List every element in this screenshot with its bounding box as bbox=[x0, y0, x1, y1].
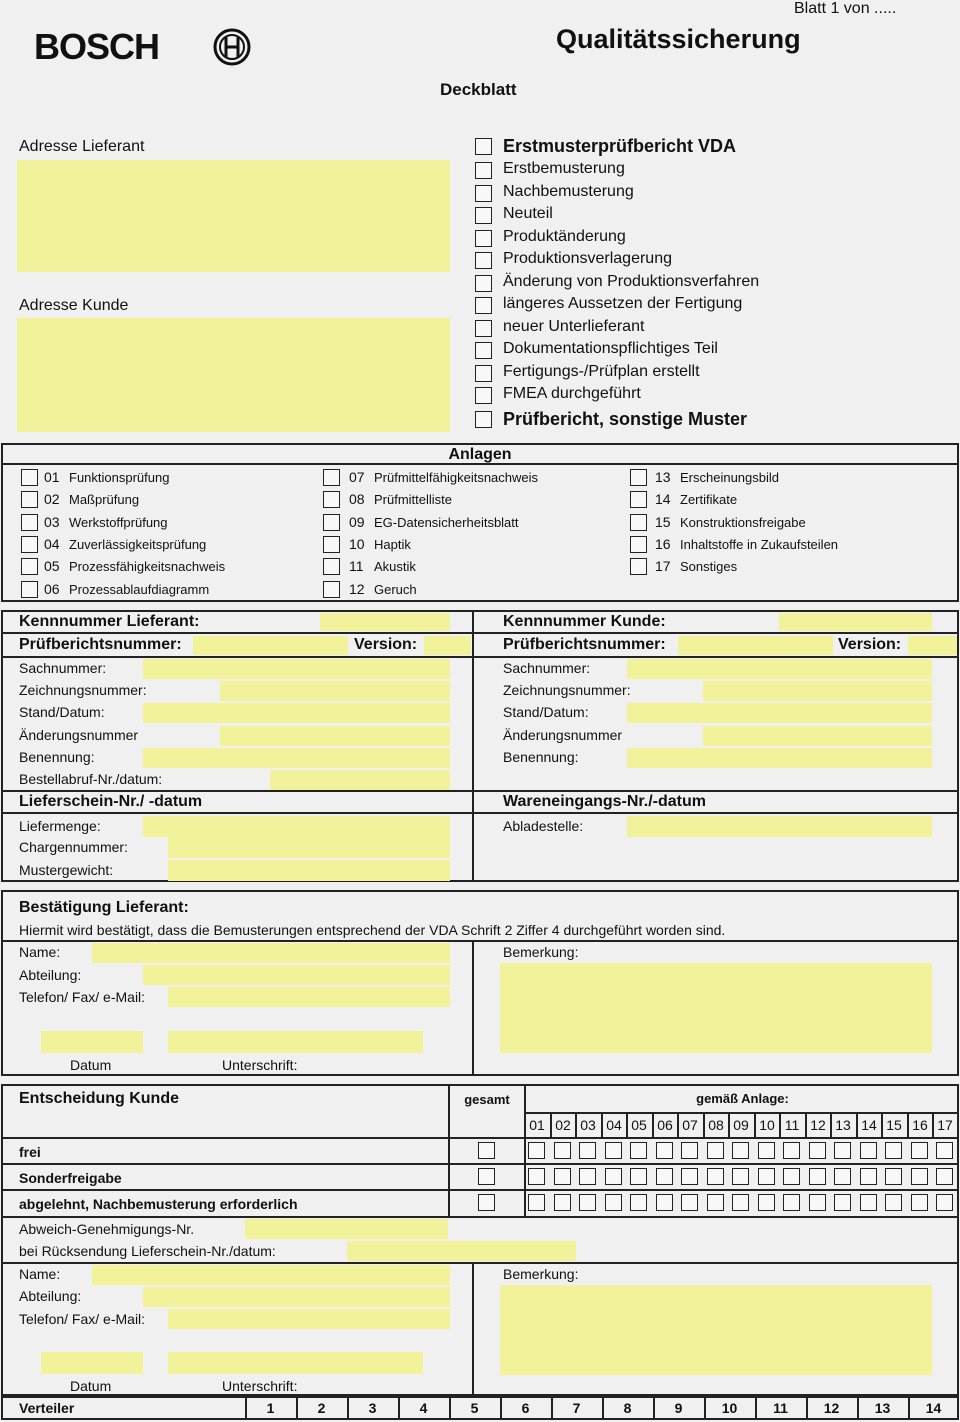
confirm-phone-label: Telefon/ Fax/ e-Mail: bbox=[19, 989, 146, 1005]
page-title: Qualitätssicherung bbox=[556, 24, 801, 54]
reason-label: FMEA durchgeführt bbox=[503, 385, 641, 402]
decision-attachment-checkbox[interactable] bbox=[936, 1142, 953, 1159]
decision-phone-label: Telefon/ Fax/ e-Mail: bbox=[19, 1311, 146, 1327]
decision-attachment-checkbox[interactable] bbox=[605, 1194, 622, 1211]
reason-label: Produktänderung bbox=[503, 228, 626, 245]
decision-overall-checkbox[interactable] bbox=[478, 1142, 495, 1159]
decision-attachment-checkbox[interactable] bbox=[860, 1194, 877, 1211]
reason-label: Änderung von Produktionsverfahren bbox=[503, 273, 760, 290]
confirm-remark-label: Bemerkung: bbox=[503, 944, 579, 960]
decision-attachment-checkbox[interactable] bbox=[809, 1142, 826, 1159]
distribution-column: 14 bbox=[925, 1400, 942, 1416]
goods-receipt-label: Wareneingangs-Nr./-datum bbox=[503, 793, 706, 810]
anlage-checkbox[interactable] bbox=[630, 536, 647, 553]
decision-department-field[interactable] bbox=[143, 1287, 450, 1307]
decision-department-label: Abteilung: bbox=[19, 1288, 82, 1304]
anlage-label: Prüfmittelfähigkeitsnachweis bbox=[374, 470, 539, 485]
customer-id-label: Kennnummer Kunde: bbox=[503, 613, 666, 630]
reason-checkbox[interactable] bbox=[475, 207, 492, 224]
customer-field-input[interactable] bbox=[703, 726, 932, 746]
customer-field-label: Benennung: bbox=[503, 749, 579, 765]
supplier-field-label: Zeichnungsnummer: bbox=[19, 682, 147, 698]
reason-label: neuer Unterlieferant bbox=[503, 318, 645, 335]
confirmation-title: Bestätigung Lieferant: bbox=[19, 899, 189, 916]
decision-attachment-checkbox[interactable] bbox=[885, 1168, 902, 1185]
decision-attachment-checkbox[interactable] bbox=[707, 1142, 724, 1159]
delivery-field-label: Mustergewicht: bbox=[19, 862, 114, 878]
anlage-label: Prozessablaufdiagramm bbox=[69, 582, 210, 597]
anlage-checkbox[interactable] bbox=[630, 514, 647, 531]
decision-attachment-checkbox[interactable] bbox=[554, 1142, 571, 1159]
decision-signature-field[interactable] bbox=[168, 1352, 423, 1374]
reason-checkbox[interactable] bbox=[475, 230, 492, 247]
attachment-column-header: 12 bbox=[810, 1117, 826, 1133]
receipt-field-label: Abladestelle: bbox=[503, 818, 584, 834]
anlage-checkbox[interactable] bbox=[630, 491, 647, 508]
anlage-checkbox[interactable] bbox=[323, 469, 340, 486]
decision-attachment-checkbox[interactable] bbox=[630, 1142, 647, 1159]
anlage-number: 11 bbox=[349, 558, 364, 574]
decision-row-label: abgelehnt, Nachbemusterung erforderlich bbox=[19, 1196, 298, 1212]
decision-attachment-checkbox[interactable] bbox=[605, 1142, 622, 1159]
decision-attachment-checkbox[interactable] bbox=[911, 1194, 928, 1211]
anlage-number: 07 bbox=[349, 469, 365, 485]
customer-field-input[interactable] bbox=[703, 681, 932, 701]
decision-overall-label: gesamt bbox=[464, 1092, 510, 1107]
confirm-signature-field[interactable] bbox=[168, 1031, 423, 1053]
supplier-version-label: Version: bbox=[354, 636, 418, 653]
attachment-column-header: 13 bbox=[835, 1117, 851, 1133]
supplier-field-input[interactable] bbox=[220, 726, 450, 746]
supplier-report-number-label: Prüfberichtsnummer: bbox=[19, 636, 182, 653]
decision-attachment-checkbox[interactable] bbox=[656, 1142, 673, 1159]
confirm-remark-field[interactable] bbox=[500, 963, 932, 1053]
anlage-label: EG-Datensicherheitsblatt bbox=[374, 515, 519, 530]
decision-attachment-checkbox[interactable] bbox=[579, 1142, 596, 1159]
decision-attachment-checkbox[interactable] bbox=[554, 1194, 571, 1211]
distribution-column: 4 bbox=[419, 1400, 428, 1416]
distribution-column: 9 bbox=[674, 1400, 683, 1416]
reason-label: Erstmusterprüfbericht VDA bbox=[503, 136, 737, 156]
confirmation-text: Hiermit wird bestätigt, dass die Bemusterungen entsprechend der VDA Schrift 2 Ziffer 4 durchgeführt worden sind. bbox=[19, 922, 726, 938]
attachment-column-header: 02 bbox=[555, 1117, 571, 1133]
customer-field-input[interactable] bbox=[627, 659, 932, 679]
anlage-label: Sonstiges bbox=[680, 559, 738, 574]
decision-attachment-checkbox[interactable] bbox=[936, 1168, 953, 1185]
anlage-checkbox[interactable] bbox=[21, 469, 38, 486]
anlage-number: 03 bbox=[44, 514, 60, 530]
attachment-column-header: 03 bbox=[580, 1117, 596, 1133]
reason-label: längeres Aussetzen der Fertigung bbox=[503, 295, 743, 312]
decision-attachment-checkbox[interactable] bbox=[656, 1194, 673, 1211]
supplier-address-field[interactable] bbox=[17, 160, 450, 272]
attachment-column-header: 06 bbox=[657, 1117, 673, 1133]
anlage-label: Akustik bbox=[374, 559, 416, 574]
reason-label: Neuteil bbox=[503, 205, 553, 222]
reason-label: Fertigungs-/Prüfplan erstellt bbox=[503, 363, 700, 380]
decision-per-attachment-label: gemäß Anlage: bbox=[696, 1091, 789, 1106]
reason-label: Produktionsverlagerung bbox=[503, 250, 672, 267]
delivery-field-input[interactable] bbox=[168, 860, 450, 881]
decision-attachment-checkbox[interactable] bbox=[528, 1142, 545, 1159]
anlage-label: Konstruktionsfreigabe bbox=[680, 515, 806, 530]
confirm-date-label: Datum bbox=[70, 1057, 112, 1073]
anlage-checkbox[interactable] bbox=[21, 558, 38, 575]
reason-checkbox[interactable] bbox=[475, 162, 492, 179]
decision-attachment-checkbox[interactable] bbox=[528, 1168, 545, 1185]
attachment-column-header: 09 bbox=[733, 1117, 749, 1133]
customer-field-label: Sachnummer: bbox=[503, 660, 591, 676]
confirm-name-label: Name: bbox=[19, 944, 61, 960]
anlage-checkbox[interactable] bbox=[630, 469, 647, 486]
decision-attachment-checkbox[interactable] bbox=[707, 1168, 724, 1185]
reason-checkbox[interactable] bbox=[475, 320, 492, 337]
attachment-column-header: 15 bbox=[886, 1117, 902, 1133]
supplier-field-label: Benennung: bbox=[19, 749, 95, 765]
delivery-field-input[interactable] bbox=[168, 837, 450, 858]
deviation-approval-label: Abweich-Genehmigungs-Nr. bbox=[19, 1221, 195, 1237]
delivery-field-label: Liefermenge: bbox=[19, 818, 101, 834]
decision-attachment-checkbox[interactable] bbox=[528, 1194, 545, 1211]
supplier-field-label: Stand/Datum: bbox=[19, 704, 105, 720]
attachment-column-header: 17 bbox=[937, 1117, 953, 1133]
anlagen-title: Anlagen bbox=[448, 446, 512, 463]
distribution-label: Verteiler bbox=[19, 1400, 75, 1416]
attachment-column-header: 14 bbox=[861, 1117, 877, 1133]
supplier-report-number-field[interactable] bbox=[193, 636, 348, 655]
reason-checkbox[interactable] bbox=[475, 297, 492, 314]
supplier-id-label: Kennnummer Lieferant: bbox=[19, 613, 200, 630]
decision-phone-field[interactable] bbox=[168, 1309, 450, 1329]
decision-attachment-checkbox[interactable] bbox=[681, 1194, 698, 1211]
anlage-number: 04 bbox=[44, 536, 60, 552]
decision-attachment-checkbox[interactable] bbox=[732, 1142, 749, 1159]
anlage-checkbox[interactable] bbox=[323, 581, 340, 598]
anlage-label: Inhaltstoffe in Zukaufsteilen bbox=[680, 537, 839, 552]
decision-attachment-checkbox[interactable] bbox=[936, 1194, 953, 1211]
reason-checkbox[interactable] bbox=[475, 411, 492, 428]
decision-attachment-checkbox[interactable] bbox=[758, 1142, 775, 1159]
decision-attachment-checkbox[interactable] bbox=[809, 1168, 826, 1185]
decision-name-field[interactable] bbox=[92, 1265, 450, 1285]
distribution-column: 1 bbox=[266, 1400, 275, 1416]
distribution-column: 10 bbox=[721, 1400, 738, 1416]
customer-version-label: Version: bbox=[838, 636, 902, 653]
decision-date-field[interactable] bbox=[41, 1352, 143, 1374]
decision-attachment-checkbox[interactable] bbox=[681, 1142, 698, 1159]
anlage-label: Funktionsprüfung bbox=[69, 470, 170, 485]
decision-attachment-checkbox[interactable] bbox=[834, 1168, 851, 1185]
reason-checkbox[interactable] bbox=[475, 252, 492, 269]
reason-checkbox[interactable] bbox=[475, 275, 492, 292]
anlage-checkbox[interactable] bbox=[323, 514, 340, 531]
attachment-column-header: 16 bbox=[912, 1117, 928, 1133]
attachment-column-header: 05 bbox=[631, 1117, 647, 1133]
supplier-field-label: Sachnummer: bbox=[19, 660, 107, 676]
reason-label: Nachbemusterung bbox=[503, 183, 634, 200]
bosch-armature-icon bbox=[213, 28, 251, 66]
decision-attachment-checkbox[interactable] bbox=[630, 1194, 647, 1211]
confirm-department-label: Abteilung: bbox=[19, 967, 82, 983]
anlage-label: Zertifikate bbox=[680, 492, 738, 507]
anlage-label: Prozessfähigkeitsnachweis bbox=[69, 559, 226, 574]
decision-attachment-checkbox[interactable] bbox=[860, 1168, 877, 1185]
decision-attachment-checkbox[interactable] bbox=[605, 1168, 622, 1185]
decision-attachment-checkbox[interactable] bbox=[732, 1168, 749, 1185]
decision-attachment-checkbox[interactable] bbox=[885, 1142, 902, 1159]
supplier-field-input[interactable] bbox=[270, 770, 450, 790]
distribution-column: 7 bbox=[572, 1400, 581, 1416]
customer-field-input[interactable] bbox=[627, 748, 932, 768]
customer-field-label: Zeichnungsnummer: bbox=[503, 682, 631, 698]
reason-checkbox[interactable] bbox=[475, 342, 492, 359]
anlage-label: Prüfmittelliste bbox=[374, 492, 453, 507]
anlage-number: 16 bbox=[655, 536, 671, 552]
reason-checkbox[interactable] bbox=[475, 387, 492, 404]
decision-attachment-checkbox[interactable] bbox=[579, 1194, 596, 1211]
anlage-checkbox[interactable] bbox=[21, 491, 38, 508]
page-subtitle: Deckblatt bbox=[440, 80, 517, 99]
customer-field-label: Änderungsnummer bbox=[503, 727, 623, 743]
customer-id-field[interactable] bbox=[779, 613, 932, 631]
anlage-checkbox[interactable] bbox=[323, 536, 340, 553]
anlage-checkbox[interactable] bbox=[21, 514, 38, 531]
decision-attachment-checkbox[interactable] bbox=[656, 1168, 673, 1185]
anlage-checkbox[interactable] bbox=[630, 558, 647, 575]
delivery-field-label: Chargennummer: bbox=[19, 839, 128, 855]
supplier-field-label: Änderungsnummer bbox=[19, 727, 139, 743]
decision-name-label: Name: bbox=[19, 1266, 61, 1282]
customer-field-input[interactable] bbox=[627, 703, 932, 723]
anlage-label: Haptik bbox=[374, 537, 411, 552]
decision-attachment-checkbox[interactable] bbox=[834, 1142, 851, 1159]
anlage-number: 13 bbox=[655, 469, 671, 485]
distribution-column: 11 bbox=[773, 1400, 788, 1416]
distribution-column: 12 bbox=[823, 1400, 840, 1416]
confirm-date-field[interactable] bbox=[41, 1031, 143, 1053]
attachment-column-header: 07 bbox=[682, 1117, 698, 1133]
distribution-column: 2 bbox=[317, 1400, 326, 1416]
distribution-column: 5 bbox=[470, 1400, 479, 1416]
customer-field-label: Stand/Datum: bbox=[503, 704, 589, 720]
decision-remark-label: Bemerkung: bbox=[503, 1266, 579, 1282]
decision-attachment-checkbox[interactable] bbox=[681, 1168, 698, 1185]
supplier-field-input[interactable] bbox=[143, 659, 450, 679]
anlage-number: 17 bbox=[655, 558, 671, 574]
reason-checkbox[interactable] bbox=[475, 185, 492, 202]
decision-date-label: Datum bbox=[70, 1378, 112, 1394]
decision-attachment-checkbox[interactable] bbox=[707, 1194, 724, 1211]
decision-attachment-checkbox[interactable] bbox=[758, 1194, 775, 1211]
decision-attachment-checkbox[interactable] bbox=[783, 1168, 800, 1185]
decision-row-label: frei bbox=[19, 1144, 41, 1160]
anlage-number: 10 bbox=[349, 536, 365, 552]
decision-attachment-checkbox[interactable] bbox=[732, 1194, 749, 1211]
attachment-column-header: 01 bbox=[529, 1117, 545, 1133]
anlage-label: Geruch bbox=[374, 582, 417, 597]
decision-signature-label: Unterschrift: bbox=[222, 1378, 298, 1394]
decision-row-label: Sonderfreigabe bbox=[19, 1170, 122, 1186]
anlage-checkbox[interactable] bbox=[323, 491, 340, 508]
decision-attachment-checkbox[interactable] bbox=[630, 1168, 647, 1185]
reason-label: Dokumentationspflichtiges Teil bbox=[503, 340, 718, 357]
reason-checkbox[interactable] bbox=[475, 138, 492, 155]
decision-attachment-checkbox[interactable] bbox=[809, 1194, 826, 1211]
anlage-number: 09 bbox=[349, 514, 365, 530]
anlage-checkbox[interactable] bbox=[21, 581, 38, 598]
confirm-department-field[interactable] bbox=[143, 965, 450, 985]
confirm-signature-label: Unterschrift: bbox=[222, 1057, 298, 1073]
distribution-column: 3 bbox=[368, 1400, 377, 1416]
supplier-field-label: Bestellabruf-Nr./datum: bbox=[19, 771, 163, 787]
supplier-field-input[interactable] bbox=[143, 748, 450, 768]
anlage-label: Maßprüfung bbox=[69, 492, 140, 507]
attachment-column-header: 11 bbox=[784, 1117, 800, 1133]
decision-attachment-checkbox[interactable] bbox=[834, 1194, 851, 1211]
anlage-number: 12 bbox=[349, 581, 365, 597]
customer-report-number-label: Prüfberichtsnummer: bbox=[503, 636, 666, 653]
decision-attachment-checkbox[interactable] bbox=[911, 1142, 928, 1159]
anlage-checkbox[interactable] bbox=[323, 558, 340, 575]
reason-checkbox[interactable] bbox=[475, 365, 492, 382]
anlage-number: 06 bbox=[44, 581, 60, 597]
supplier-field-input[interactable] bbox=[143, 703, 450, 723]
decision-overall-checkbox[interactable] bbox=[478, 1168, 495, 1185]
customer-address-field[interactable] bbox=[17, 318, 450, 432]
reason-label: Erstbemusterung bbox=[503, 160, 625, 177]
decision-attachment-checkbox[interactable] bbox=[911, 1168, 928, 1185]
supplier-version-field[interactable] bbox=[424, 636, 471, 655]
sheet-number: Blatt 1 von ..... bbox=[794, 0, 897, 17]
anlage-label: Werkstoffprüfung bbox=[69, 515, 168, 530]
anlage-number: 08 bbox=[349, 491, 365, 507]
anlage-label: Zuverlässigkeitsprüfung bbox=[69, 537, 207, 552]
confirm-phone-field[interactable] bbox=[168, 987, 450, 1007]
decision-title: Entscheidung Kunde bbox=[19, 1090, 179, 1107]
decision-attachment-checkbox[interactable] bbox=[579, 1168, 596, 1185]
distribution-column: 13 bbox=[874, 1400, 891, 1416]
customer-address-label: Adresse Kunde bbox=[19, 297, 129, 314]
decision-overall-checkbox[interactable] bbox=[478, 1194, 495, 1211]
distribution-column: 6 bbox=[521, 1400, 530, 1416]
attachment-column-header: 08 bbox=[708, 1117, 724, 1133]
decision-attachment-checkbox[interactable] bbox=[783, 1194, 800, 1211]
anlage-number: 01 bbox=[44, 469, 60, 485]
return-delivery-label: bei Rücksendung Lieferschein-Nr./datum: bbox=[19, 1243, 276, 1259]
receipt-field-input[interactable] bbox=[627, 816, 932, 837]
decision-attachment-checkbox[interactable] bbox=[860, 1142, 877, 1159]
supplier-address-label: Adresse Lieferant bbox=[19, 138, 145, 155]
confirm-name-field[interactable] bbox=[92, 943, 450, 963]
anlage-checkbox[interactable] bbox=[21, 536, 38, 553]
decision-attachment-checkbox[interactable] bbox=[783, 1142, 800, 1159]
supplier-id-field[interactable] bbox=[320, 613, 450, 631]
attachment-column-header: 04 bbox=[606, 1117, 622, 1133]
decision-attachment-checkbox[interactable] bbox=[554, 1168, 571, 1185]
decision-attachment-checkbox[interactable] bbox=[758, 1168, 775, 1185]
attachment-column-header: 10 bbox=[759, 1117, 775, 1133]
customer-report-number-field[interactable] bbox=[678, 636, 833, 655]
deviation-approval-field[interactable] bbox=[245, 1219, 448, 1239]
supplier-field-input[interactable] bbox=[220, 681, 450, 701]
anlage-number: 05 bbox=[44, 558, 60, 574]
return-delivery-field[interactable] bbox=[347, 1241, 576, 1261]
anlage-number: 02 bbox=[44, 491, 60, 507]
customer-version-field[interactable] bbox=[908, 636, 957, 655]
reason-label: Prüfbericht, sonstige Muster bbox=[503, 409, 748, 429]
delivery-field-input[interactable] bbox=[143, 816, 450, 837]
anlage-number: 15 bbox=[655, 514, 671, 530]
decision-remark-field[interactable] bbox=[500, 1285, 932, 1375]
delivery-note-label: Lieferschein-Nr./ -datum bbox=[19, 793, 203, 810]
distribution-column: 8 bbox=[623, 1400, 632, 1416]
brand-logo-text: BOSCH bbox=[34, 26, 160, 67]
anlage-number: 14 bbox=[655, 491, 671, 507]
decision-attachment-checkbox[interactable] bbox=[885, 1194, 902, 1211]
anlage-label: Erscheinungsbild bbox=[680, 470, 780, 485]
